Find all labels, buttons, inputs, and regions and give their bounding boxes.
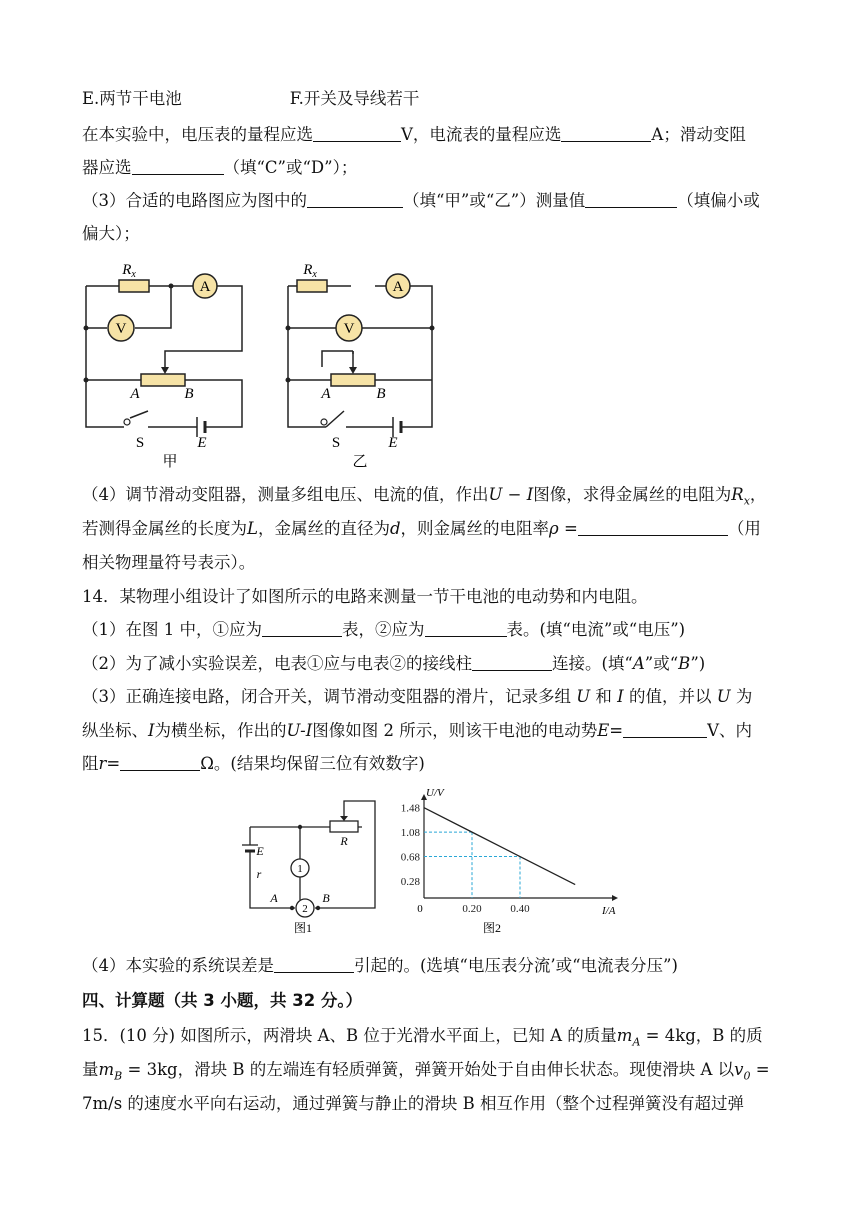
text: 15．(10 分) 如图所示，两滑块 A、B 位于光滑水平面上，已知 A 的质量 xyxy=(82,1026,617,1045)
math: v xyxy=(734,1060,744,1079)
q15-line-1 xyxy=(82,1025,782,1053)
text: 和 xyxy=(595,687,612,706)
math-sub: x xyxy=(743,494,750,508)
q15-line-2 xyxy=(82,1059,782,1087)
text: 四、计算题（共 3 小题，共 32 分。） xyxy=(82,991,363,1010)
ammeter-label: A xyxy=(392,279,404,295)
ammeter-label: A xyxy=(199,279,211,295)
text: A；滑动变阻 xyxy=(651,125,746,144)
text: 为 xyxy=(735,687,753,706)
slider-arrow-jia xyxy=(161,367,169,374)
q14-heading xyxy=(82,586,782,608)
math: m xyxy=(616,1026,633,1045)
caption-jia: 甲 xyxy=(162,454,178,470)
text: 器应选 xyxy=(82,158,132,177)
answer-blank[interactable] xyxy=(561,125,651,142)
text: （4）本实验的系统误差是 xyxy=(82,956,274,975)
end-b-label: B xyxy=(184,386,194,402)
fig1-meter-1-label: 1 xyxy=(297,863,303,875)
rx-resistor-jia xyxy=(119,280,149,292)
q4-line-3 xyxy=(82,552,782,574)
math: A xyxy=(632,654,645,673)
text: ，则金属丝的电阻率 xyxy=(400,519,550,538)
text: ”或“ xyxy=(644,654,679,673)
q14-part3-line2 xyxy=(82,720,782,742)
text: 表，②应为 xyxy=(342,620,425,639)
text: （3）正确连接电路，闭合开关，调节滑动变阻器的滑片，记录多组 xyxy=(82,687,571,706)
y-tick-label-2: 0.68 xyxy=(400,851,420,864)
x-axis-arrow xyxy=(612,895,618,901)
q14-part2 xyxy=(82,653,782,675)
q4-line-2 xyxy=(82,518,782,540)
text: 偏大）； xyxy=(82,224,140,243)
chart-dashed-guides xyxy=(424,832,520,898)
text: 相关物理量符号表示）。 xyxy=(82,553,256,572)
text: 在本实验中，电压表的量程应选 xyxy=(82,125,313,144)
math: d xyxy=(389,519,401,538)
figure-2-ui-chart xyxy=(390,786,630,938)
caption-yi: 乙 xyxy=(352,454,368,470)
y-tick-label-3: 0.28 xyxy=(400,875,420,888)
fig1-rheostat xyxy=(330,821,358,832)
rheostat-jia xyxy=(141,374,185,386)
answer-blank[interactable] xyxy=(623,721,707,738)
fig1-meter-2-label: 2 xyxy=(302,903,308,915)
chart-series xyxy=(424,808,575,885)
text: 表。(填“电流”或“电压”) xyxy=(506,620,686,639)
q14-part1 xyxy=(82,619,782,641)
series-line xyxy=(424,808,575,885)
battery-label: E xyxy=(388,435,398,451)
math: m xyxy=(98,1060,115,1079)
text: = 3kg，滑块 B 的左端连有轻质弹簧，弹簧开始处于自由伸长状态。现使滑块 A 以 xyxy=(122,1060,735,1079)
text: （填“C”或“D”）； xyxy=(223,158,358,177)
answer-blank[interactable] xyxy=(472,654,552,671)
voltmeter-label: V xyxy=(115,321,127,337)
answer-blank[interactable] xyxy=(585,191,677,208)
answer-blank[interactable] xyxy=(578,519,728,536)
options-line xyxy=(82,88,782,110)
option-e: E.两节干电池 xyxy=(82,89,182,108)
text: = xyxy=(609,721,624,740)
voltmeter-label: V xyxy=(343,321,355,337)
x-tick-label-0: 0.20 xyxy=(462,903,482,915)
end-a-label: A xyxy=(130,386,140,402)
text: 的值，并以 xyxy=(628,687,712,706)
text: （2）为了减小实验误差，电表①应与电表②的接线柱 xyxy=(82,654,472,673)
text: 若测得金属丝的长度为 xyxy=(82,519,247,538)
text: ，金属丝的直径为 xyxy=(257,519,390,538)
math: ρ = xyxy=(549,519,578,538)
text: 图像如图 2 所示，则该干电池的电动势 xyxy=(312,721,598,740)
section-4-heading xyxy=(82,990,782,1012)
end-b-label: B xyxy=(376,386,386,402)
figure-1-circuit xyxy=(240,793,390,938)
y-tick-label-0: 1.48 xyxy=(400,802,420,815)
math: U xyxy=(716,687,731,706)
text: 纵坐标、 xyxy=(82,721,148,740)
text: （填偏小或 xyxy=(677,191,760,210)
text: 14．某物理小组设计了如图所示的电路来测量一节干电池的电动势和内电阻。 xyxy=(82,587,648,606)
answer-blank[interactable] xyxy=(262,620,342,637)
option-f: F.开关及导线若干 xyxy=(289,89,420,108)
text: = xyxy=(750,1060,770,1079)
math: r xyxy=(98,754,107,773)
q3-line-2 xyxy=(82,223,782,245)
fig1-slider-arrow xyxy=(340,816,348,821)
switch-label: S xyxy=(135,435,145,451)
q14-part3-line3 xyxy=(82,753,782,775)
math: B xyxy=(678,654,691,673)
circuit-diagrams xyxy=(74,255,464,470)
fig1-R-label: R xyxy=(340,834,348,848)
text: 为横坐标，作出的 xyxy=(154,721,287,740)
answer-blank[interactable] xyxy=(307,191,403,208)
text: 量 xyxy=(82,1060,99,1079)
answer-blank[interactable] xyxy=(274,956,354,973)
fig1-wires xyxy=(250,801,375,908)
math: I xyxy=(617,687,624,706)
text: V，电流表的量程应选 xyxy=(401,125,562,144)
fig2-caption: 图2 xyxy=(482,921,502,935)
text: ”) xyxy=(690,654,706,673)
math: U − I xyxy=(488,485,534,504)
math: I xyxy=(148,721,155,740)
fig1-B-label: B xyxy=(322,891,330,905)
x-tick-label-1: 0.40 xyxy=(510,903,530,915)
text: （4）调节滑动变阻器，测量多组电压、电流的值，作出 xyxy=(82,485,489,504)
answer-blank[interactable] xyxy=(120,754,200,771)
q2-line-2 xyxy=(82,157,782,179)
y-axis-label: U/V xyxy=(426,787,444,799)
text: Ω。(结果均保留三位有效数字) xyxy=(200,754,425,773)
math-sub: B xyxy=(114,1069,123,1083)
fig1-A-label: A xyxy=(270,891,278,905)
math: E xyxy=(597,721,610,740)
text: （3）合适的电路图应为图中的 xyxy=(82,191,307,210)
text: （1）在图 1 中，①应为 xyxy=(82,620,262,639)
math: L xyxy=(247,519,258,538)
text: 7m/s 的速度水平向右运动，通过弹簧与静止的滑块 B 相互作用（整个过程弹簧没有超过弹 xyxy=(82,1094,745,1113)
answer-blank[interactable] xyxy=(313,125,401,142)
slider-arrow-yi xyxy=(349,367,357,374)
text: = 4kg，B 的质 xyxy=(640,1026,763,1045)
text: 引起的。(选填“电压表分流’或“电流表分压”) xyxy=(354,956,678,975)
fig1-E-label: E xyxy=(256,844,264,858)
x-axis-label: I/A xyxy=(602,905,616,917)
rheostat-yi xyxy=(331,374,375,386)
rx-label-jia: $R_x$ xyxy=(122,262,136,280)
rx-label-yi: $R_x$ xyxy=(303,262,317,280)
rx-resistor-yi xyxy=(297,280,327,292)
q3-line-1 xyxy=(82,190,782,212)
answer-blank[interactable] xyxy=(425,620,507,637)
switch-label: S xyxy=(331,435,341,451)
circuit-jia-wires xyxy=(86,286,242,427)
text: ， xyxy=(749,485,767,504)
battery-label: E xyxy=(197,435,207,451)
text: 图像，求得金属丝的电阻为 xyxy=(533,485,732,504)
math: R xyxy=(731,485,744,504)
math-sub: A xyxy=(632,1035,641,1049)
q4-line-1 xyxy=(82,484,782,512)
chart-axes xyxy=(424,800,612,898)
math: U xyxy=(576,687,591,706)
math: U-I xyxy=(286,721,313,740)
q14-part3-line1 xyxy=(82,686,782,708)
text: （用 xyxy=(727,519,761,538)
q2-line-1 xyxy=(82,124,782,146)
answer-blank[interactable] xyxy=(132,158,224,175)
text: 阻 xyxy=(82,754,99,773)
math-sub: 0 xyxy=(743,1069,751,1083)
q15-line-3 xyxy=(82,1093,782,1115)
text: （填“甲”或“乙”）测量值 xyxy=(403,191,586,210)
y-tick-label-1: 1.08 xyxy=(400,827,420,840)
circuit-yi-wires xyxy=(288,286,432,427)
text: 连接。(填“ xyxy=(552,654,633,673)
q14-part4 xyxy=(82,955,782,977)
fig1-r-label: r xyxy=(256,867,262,881)
fig1-caption: 图1 xyxy=(293,921,313,935)
end-a-label: A xyxy=(321,386,331,402)
text: = xyxy=(106,754,121,773)
origin-label: 0 xyxy=(417,903,423,915)
text: V、内 xyxy=(707,721,753,740)
